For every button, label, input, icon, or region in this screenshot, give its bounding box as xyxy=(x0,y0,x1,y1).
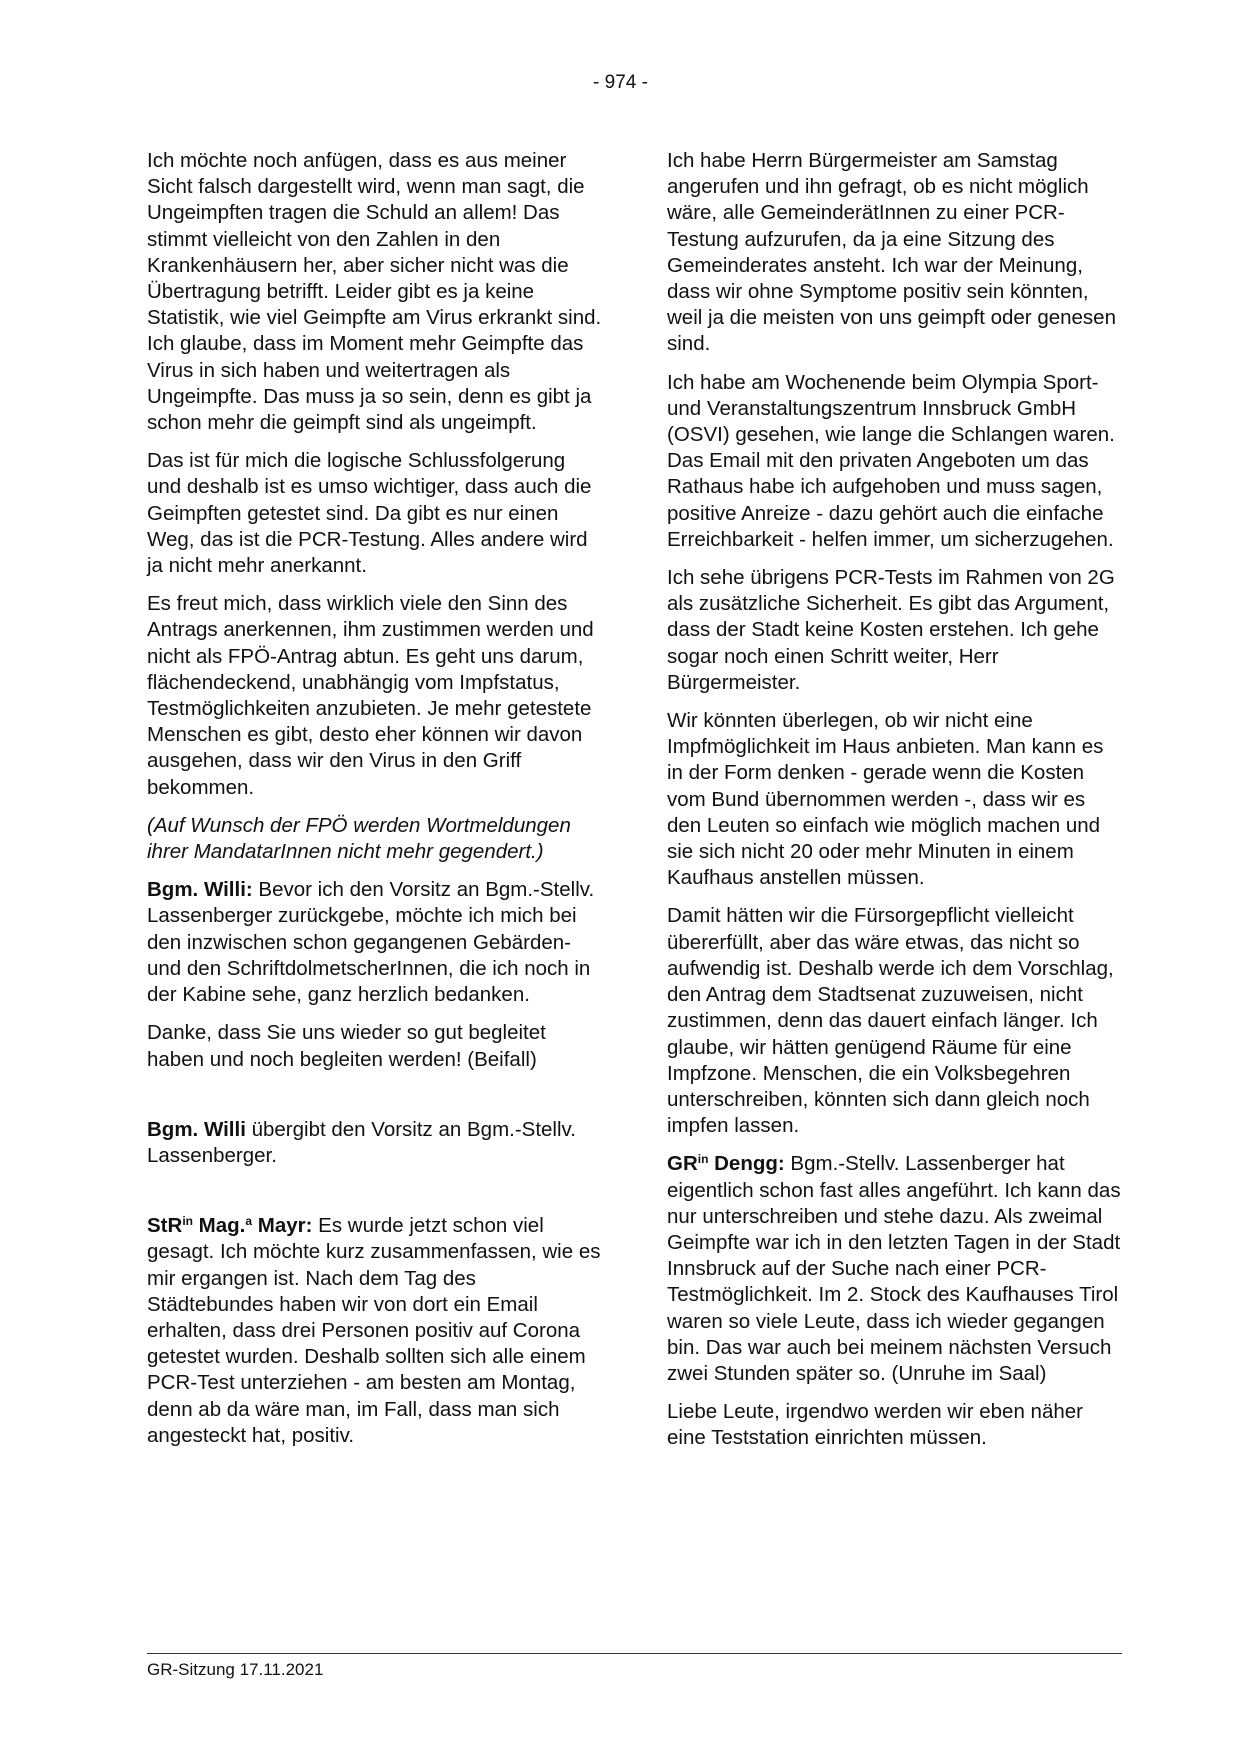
speaker-name xyxy=(667,1152,785,1175)
speaker-title: GR xyxy=(667,1152,698,1176)
paragraph: Das ist für mich die logische Schlussfolgerung und deshalb ist es umso wichtiger, dass auch die Geimpften getestet sind. Da gibt es nur einen Weg, das ist die PCR-Testung. Alles andere wird ja nicht mehr anerkannt. xyxy=(147,449,592,578)
speaker-title-suffix: in xyxy=(182,1214,193,1229)
paragraph: Danke, dass Sie uns wieder so gut begleitet haben und noch begleiten werden! (Beifall) xyxy=(147,1021,546,1071)
speaker-name: Bgm. Willi: xyxy=(147,878,253,902)
speaker-surname: Mayr: xyxy=(252,1214,313,1238)
speech-paragraph xyxy=(147,1213,602,1449)
paragraph: Ich habe Herrn Bürgermeister am Samstag angerufen und ihn gefragt, ob es nicht möglich wäre, alle GemeinderätInnen zu einer PCR-Testung aufzurufen, da ja eine Sitzung des Gemeinderates ansteht. Ich war der Meinung, dass wir ohne Symptome positiv sein könnten, weil ja die meisten von uns geimpft oder genesen sind. xyxy=(667,149,1116,356)
paragraph: Damit hätten wir die Fürsorgepflicht vielleicht übererfüllt, aber das wäre etwas, das nicht so aufwendig ist. Deshalb werde ich dem Vorschlag, den Antrag dem Stadtsenat zuzuweisen, nicht zustimmen, denn das dauert einfach länger. Ich glaube, wir hätten genügend Räume für eine Impfzone. Menschen, die ein Volksbegehren unterschreiben, könnten sich dann gleich noch impfen lassen. xyxy=(667,904,1114,1138)
left-column xyxy=(147,148,602,1461)
speaker-title-suffix: in xyxy=(697,1152,709,1167)
speech-text: Bgm.-Stellv. Lassenberger hat eigentlich schon fast alles angeführt. Ich kann das nur unterschreiben und stehe dazu. Als zweimal Geimpfte war ich in den letzten Tagen in der Stadt Innsbruck auf der Suche nach einer PCR-Testmöglichkeit. Im 2. Stock des Kaufhauses Tirol waren so viele Leute, dass ich wieder gegangen bin. Das war auch bei meinem nächsten Versuch zwei Stunden später so. (Unruhe im Saal) xyxy=(667,1152,1121,1385)
paragraph: Ich habe am Wochenende beim Olympia Sport- und Veranstaltungszentrum Innsbruck GmbH (OSVI) gesehen, wie lange die Schlangen waren. Das Email mit den privaten Angeboten um das Rathaus habe ich aufgehoben und muss sagen, positive Anreize - dazu gehört auch die einfache Erreichbarkeit - helfen immer, um sicherzugehen. xyxy=(667,370,1115,551)
procedure-text: übergibt den Vorsitz an Bgm.-Stellv. Lassenberger. xyxy=(147,1117,576,1167)
paragraph: Ich möchte noch anfügen, dass es aus meiner Sicht falsch dargestellt wird, wenn man sagt, die Ungeimpften tragen die Schuld an allem! Das stimmt vielleicht von den Zahlen in den Krankenhäusern her, aber sicher nicht was die Übertragung betrifft. Leider gibt es ja keine Statistik, wie viel Geimpfte am Virus erkrankt sind. Ich glaube, dass im Moment mehr Geimpfte das Virus in sich haben und weitertragen als Ungeimpfte. Das muss ja so sein, denn es gibt ja schon mehr die geimpft sind als ungeimpft. xyxy=(147,149,602,435)
editorial-note: (Auf Wunsch der FPÖ werden Wortmeldungen ihrer MandatarInnen nicht mehr gegendert.) xyxy=(147,813,571,864)
speaker-name xyxy=(147,1214,312,1237)
speaker-title: StR xyxy=(147,1214,183,1238)
procedure-note xyxy=(147,1117,602,1169)
paragraph: Ich sehe übrigens PCR-Tests im Rahmen von 2G als zusätzliche Sicherheit. Es gibt das Argument, dass der Stadt keine Kosten erstehen. Ich gehe sogar noch einen Schritt weiter, Herr Bürgermeister. xyxy=(667,566,1115,694)
footer-session-label: GR-Sitzung 17.11.2021 xyxy=(147,1660,324,1679)
page-number: - 974 - xyxy=(593,72,648,93)
paragraph: Es freut mich, dass wirklich viele den Sinn des Antrags anerkennen, ihm zustimmen werden und nicht als FPÖ-Antrag abtun. Es geht uns darum, flächendeckend, unabhängig vom Impfstatus, Testmöglichkeiten anzubieten. Je mehr getestete Menschen es gibt, desto eher können wir davon ausgehen, dass wir den Virus in den Griff bekommen. xyxy=(147,592,594,799)
speech-text: Es wurde jetzt schon viel gesagt. Ich möchte kurz zusammenfassen, wie es mir ergangen ist. Nach dem Tag des Städtebundes haben wir von dort ein Email erhalten, dass drei Personen positiv auf Corona getestet wurden. Deshalb sollten sich alle einem PCR-Test unterziehen - am besten am Montag, denn ab da wäre man, im Fall, dass man sich angesteckt hat, positiv. xyxy=(147,1214,601,1447)
speech-text: Bevor ich den Vorsitz an Bgm.-Stellv. Lassenberger zurückgebe, möchte ich mich bei den inzwischen schon gegangenen Gebärden- und den SchriftdolmetscherInnen, die ich noch in der Kabine sehe, ganz herzlich bedanken. xyxy=(147,878,595,1007)
speech-paragraph xyxy=(667,1151,1122,1387)
paragraph: Wir könnten überlegen, ob wir nicht eine Impfmöglichkeit im Haus anbieten. Man kann es in der Form denken - gerade wenn die Kosten vom Bund übernommen werden -, dass wir es den Leuten so einfach wie möglich machen und sie sich nicht 20 oder mehr Minuten in einem Kaufhaus anstellen müssen. xyxy=(667,709,1104,890)
speaker-degree: Mag. xyxy=(192,1214,246,1238)
right-column xyxy=(667,148,1122,1464)
speech-paragraph xyxy=(147,877,602,1008)
paragraph: Liebe Leute, irgendwo werden wir eben näher eine Teststation einrichten müssen. xyxy=(667,1400,1083,1450)
footer-divider xyxy=(147,1653,1122,1654)
speaker-name: Bgm. Willi xyxy=(147,1117,246,1141)
speaker-surname: Dengg: xyxy=(708,1152,785,1176)
speaker-degree-suffix: a xyxy=(245,1214,253,1229)
